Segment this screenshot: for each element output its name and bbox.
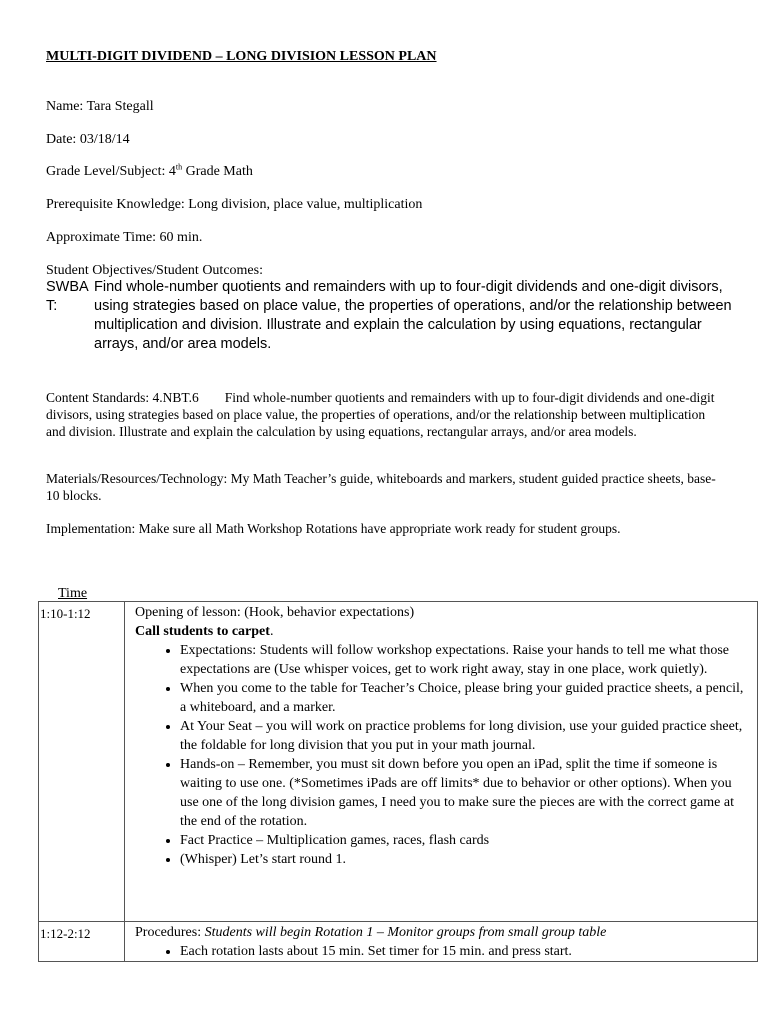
grade-prefix: Grade Level/Subject: 4 (46, 164, 176, 179)
approximate-time: Approximate Time: 60 min. (46, 230, 203, 245)
list-item: • Fact Practice – Multiplication games, races, flash cards (180, 831, 749, 850)
list-item: • Hands-on – Remember, you must sit down before you open an iPad, split the time if someone is waiting to use one. (*Sometimes iPads are off limits* due to behavior or other options). When you use one of the long division games, I need you to make sure the pieces are with the correct game at the end of the rotation. (180, 755, 749, 831)
list-item: • Expectations: Students will follow workshop expectations. Raise your hands to tell me what those expectations are (Use whisper voices, get to work right away, stay in one place, work quietly). (180, 641, 749, 679)
list-item: • When you come to the table for Teacher’s Choice, please bring your guided practice sheets, a pencil, a whiteboard, and a marker. (180, 679, 749, 717)
row-content (125, 922, 758, 962)
swbat-text: Find whole-number quotients and remainders with up to four-digit dividends and one-digit divisors, using strategies based on place value, the properties of operations, and/or the relationship between multiplication and division. Illustrate and explain the calculation by using equations, rectangular arrays, and/or area models. (94, 279, 732, 352)
teacher-name: Name: Tara Stegall (46, 99, 154, 114)
content-standards-label: Content Standards: 4.NBT.6 (46, 390, 199, 405)
materials: Materials/Resources/Technology: My Math Teacher’s guide, whiteboards and markers, student guided practice sheets, base-10 blocks. (46, 471, 716, 503)
row-content (125, 602, 758, 922)
grade-level (46, 163, 253, 180)
heading-italic: Students will begin Rotation 1 – Monitor groups from small group table (204, 925, 607, 940)
subheading-tail: . (269, 624, 274, 639)
row-time: 1:12-2:12 (39, 922, 125, 962)
bullet-list (135, 641, 749, 869)
row-heading (135, 923, 749, 942)
content-standards-text: Find whole-number quotients and remainders with up to four-digit dividends and one-digit divisors, using strategies based on place value, the properties of operations, and/or the relationship between multiplication and division. Illustrate and explain the calculation by using equations, rectangular arrays, and/or area models. (46, 390, 715, 439)
bullet-list (135, 942, 749, 961)
grade-suffix: Grade Math (182, 164, 253, 179)
time-column-header: Time (58, 586, 88, 601)
content-standards (46, 389, 718, 440)
lesson-schedule-table (38, 601, 758, 962)
list-item: • Each rotation lasts about 15 min. Set timer for 15 min. and press start. (180, 942, 749, 961)
list-item: • (Whisper) Let’s start round 1. (180, 850, 749, 869)
row-time: 1:10-1:12 (39, 602, 125, 922)
table-row (39, 602, 758, 922)
prerequisite-knowledge: Prerequisite Knowledge: Long division, place value, multiplication (46, 197, 423, 212)
implementation: Implementation: Make sure all Math Workshop Rotations have appropriate work ready for student groups. (46, 521, 621, 536)
row-heading: Opening of lesson: (Hook, behavior expectations) (135, 605, 415, 620)
subheading-bold: Call students to carpet (135, 624, 270, 639)
document-title: MULTI-DIGIT DIVIDEND – LONG DIVISION LESSON PLAN (46, 49, 437, 64)
swbat-label: SWBA T: (46, 279, 88, 314)
heading-prefix: Procedures: (135, 925, 205, 940)
list-item: • At Your Seat – you will work on practice problems for long division, use your guided practice sheet, the foldable for long division that you put in your math journal. (180, 717, 749, 755)
row-subheading (135, 622, 749, 641)
lesson-date: Date: 03/18/14 (46, 132, 130, 147)
objectives-label: Student Objectives/Student Outcomes: (46, 263, 263, 278)
table-row (39, 922, 758, 962)
grade-sup: th (175, 162, 183, 172)
